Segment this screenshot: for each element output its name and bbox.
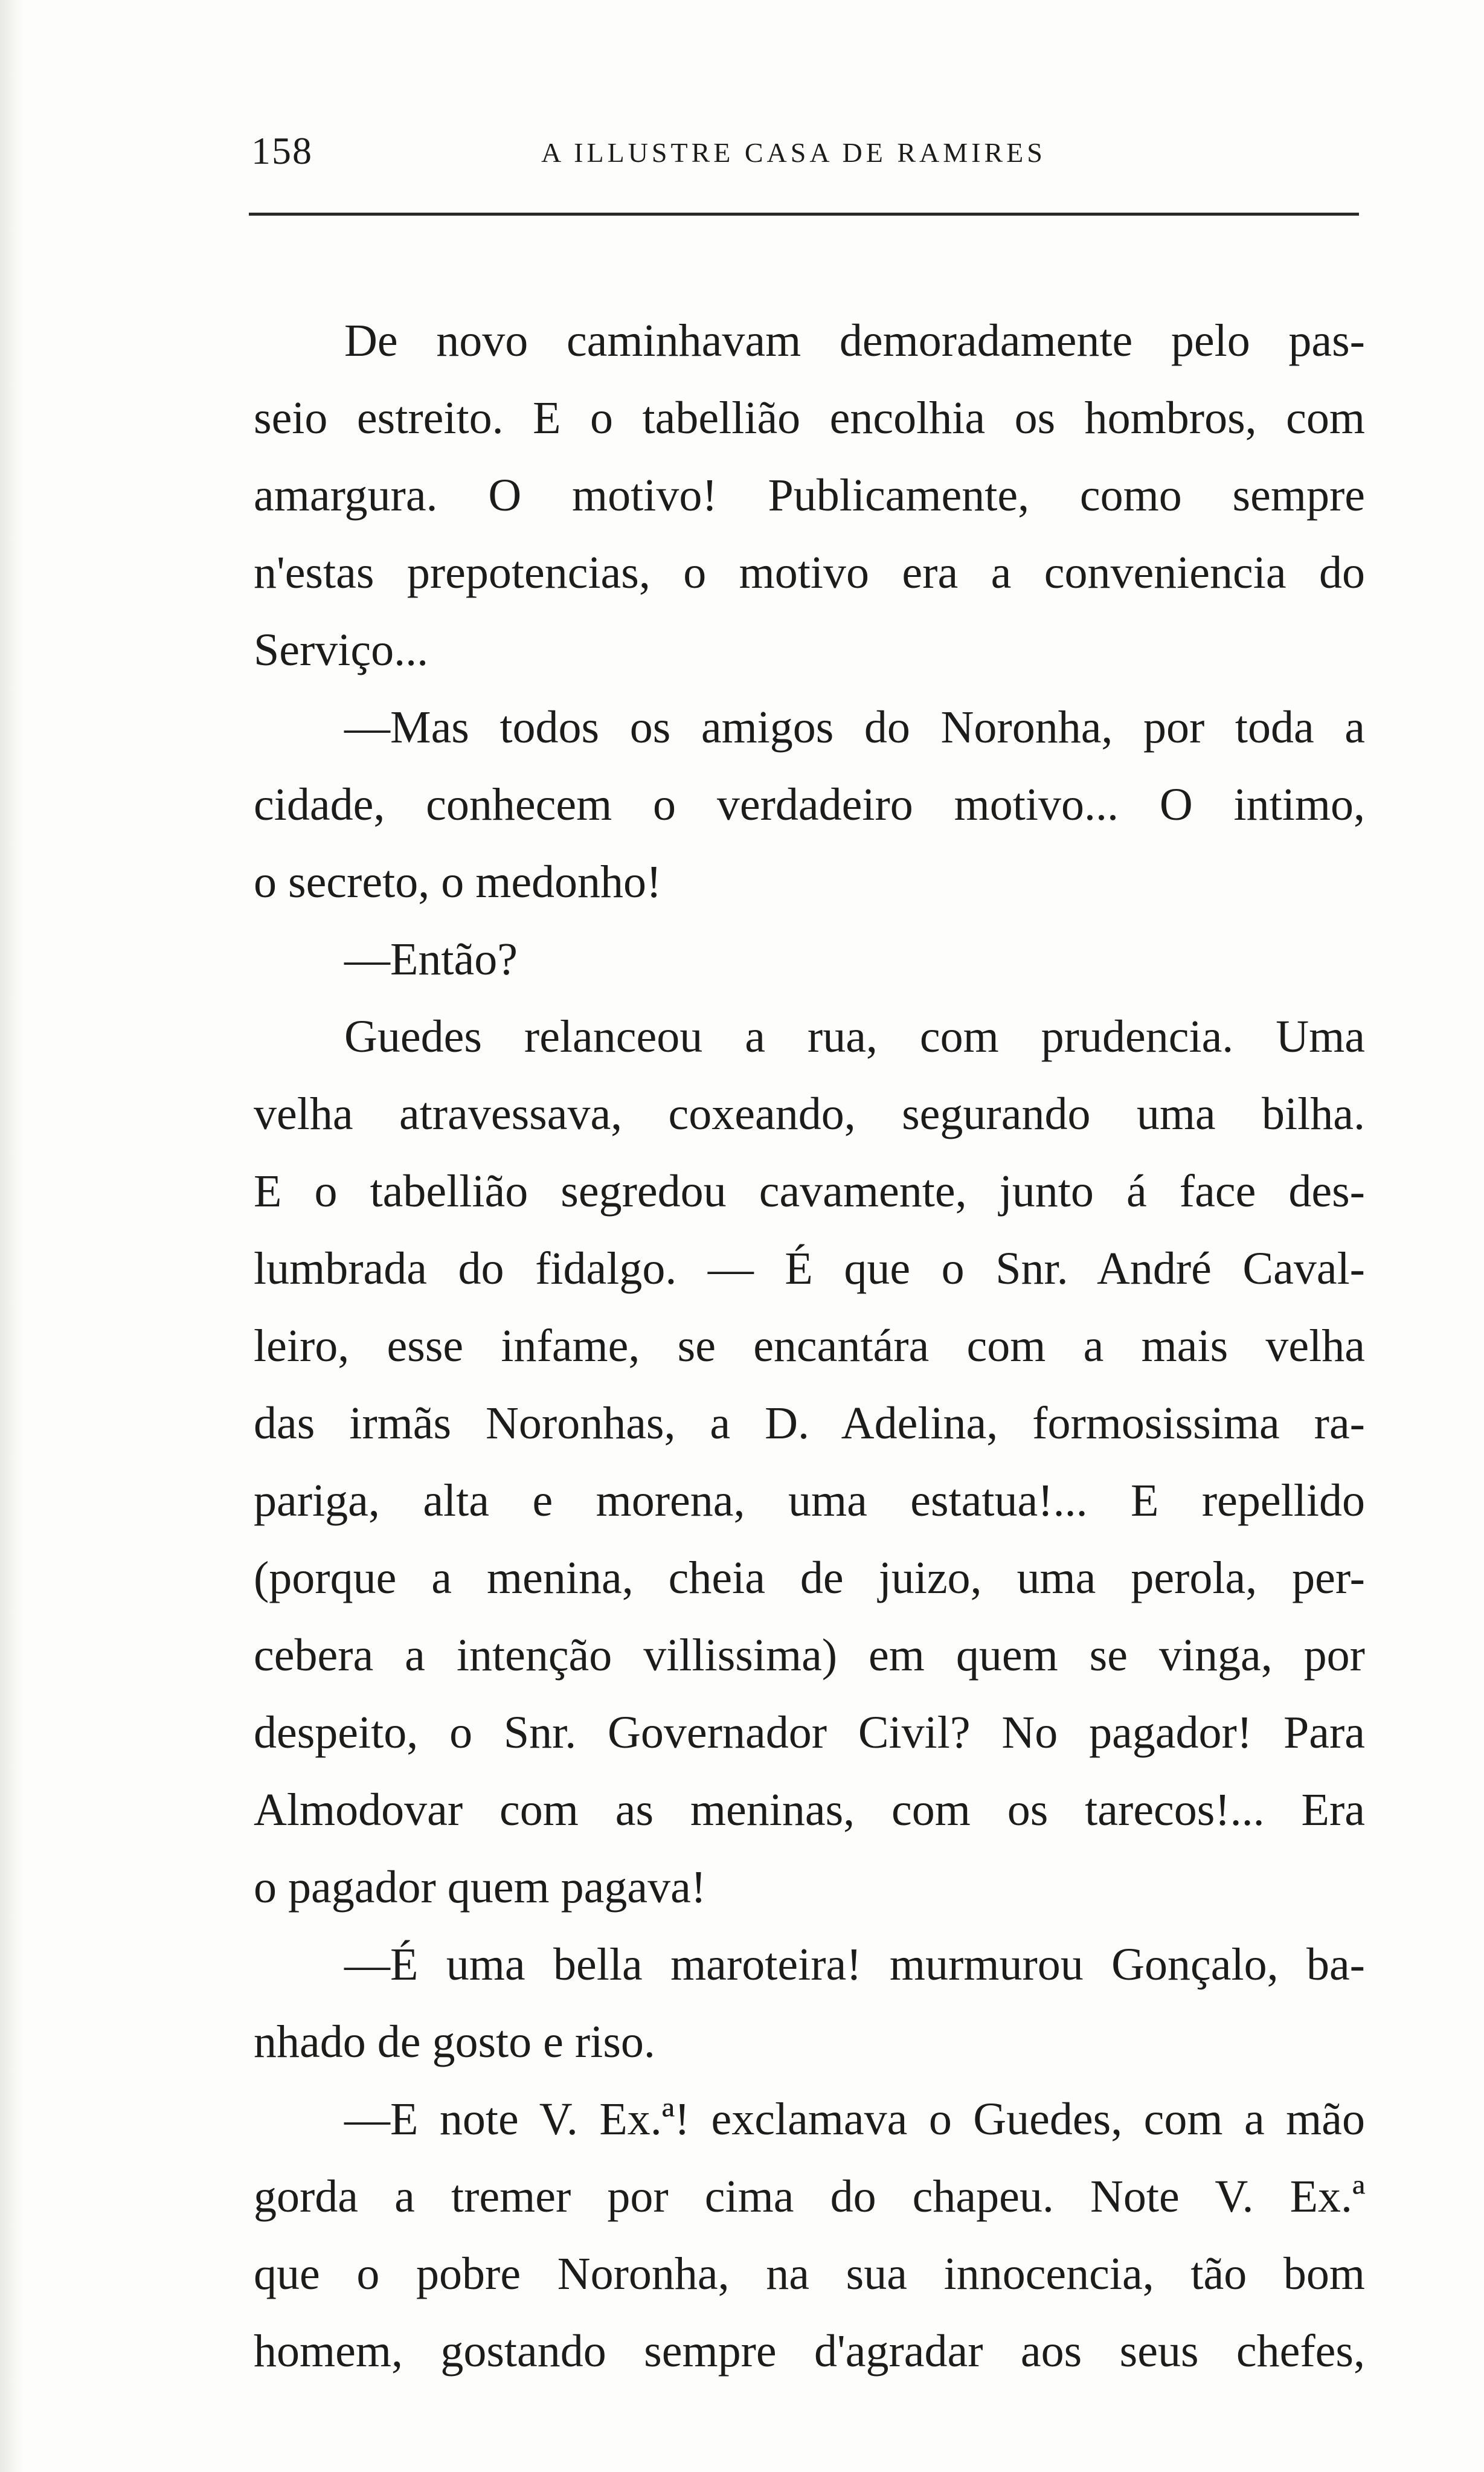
text-line: gorda a tremer por cima do chapeu. Note V. Ex.ª	[254, 2171, 1365, 2222]
text-line: das irmãs Noronhas, a D. Adelina, formosissima ra-	[254, 1398, 1365, 1449]
text-line: que o pobre Noronha, na sua innocencia, tão bom	[254, 2248, 1365, 2299]
text-line: cidade, conhecem o verdadeiro motivo... O intimo,	[254, 779, 1365, 830]
page-number: 158	[251, 129, 313, 172]
text-line: —Mas todos os amigos do Noronha, por toda a	[344, 702, 1365, 753]
text-line: Almodovar com as meninas, com os tarecos!... Era	[254, 1785, 1365, 1835]
text-line: velha atravessava, coxeando, segurando uma bilha.	[254, 1089, 1365, 1139]
text-line: seio estreito. E o tabellião encolhia os hombros, com	[254, 393, 1365, 443]
text-line: (porque a menina, cheia de juizo, uma perola, per-	[254, 1553, 1365, 1603]
body-text	[254, 302, 1365, 2390]
text-line: Guedes relanceou a rua, com prudencia. Uma	[344, 1011, 1365, 1062]
text-line: De novo caminhavam demoradamente pelo pas-	[344, 315, 1365, 366]
text-line: o pagador quem pagava!	[254, 1862, 707, 1913]
text-line: pariga, alta e morena, uma estatua!... E repellido	[254, 1475, 1365, 1526]
text-line: nhado de gosto e riso.	[254, 2017, 655, 2067]
text-line: amargura. O motivo! Publicamente, como sempre	[254, 470, 1365, 521]
text-line: —É uma bella maroteira! murmurou Gonçalo, ba-	[344, 1939, 1365, 1990]
text-line: —E note V. Ex.ª! exclamava o Guedes, com a mão	[344, 2094, 1365, 2145]
text-line: o secreto, o medonho!	[254, 857, 662, 907]
page-header	[251, 127, 1357, 175]
header-rule	[249, 213, 1359, 216]
text-line: —Então?	[344, 934, 518, 985]
running-head: A ILLUSTRE CASA DE RAMIRES	[541, 137, 1046, 168]
page-edge-shadow	[0, 0, 24, 2472]
text-line: homem, gostando sempre d'agradar aos seus chefes,	[254, 2326, 1365, 2377]
text-line: cebera a intenção villissima) em quem se vinga, por	[254, 1630, 1365, 1681]
text-line: Serviço...	[254, 625, 429, 675]
text-line: E o tabellião segredou cavamente, junto á face des-	[254, 1166, 1365, 1217]
text-line: leiro, esse infame, se encantára com a mais velha	[254, 1321, 1365, 1371]
text-line: despeito, o Snr. Governador Civil? No pagador! Para	[254, 1707, 1365, 1758]
text-line: n'estas prepotencias, o motivo era a conveniencia do	[254, 547, 1365, 598]
text-line: lumbrada do fidalgo. — É que o Snr. André Caval-	[254, 1243, 1365, 1294]
